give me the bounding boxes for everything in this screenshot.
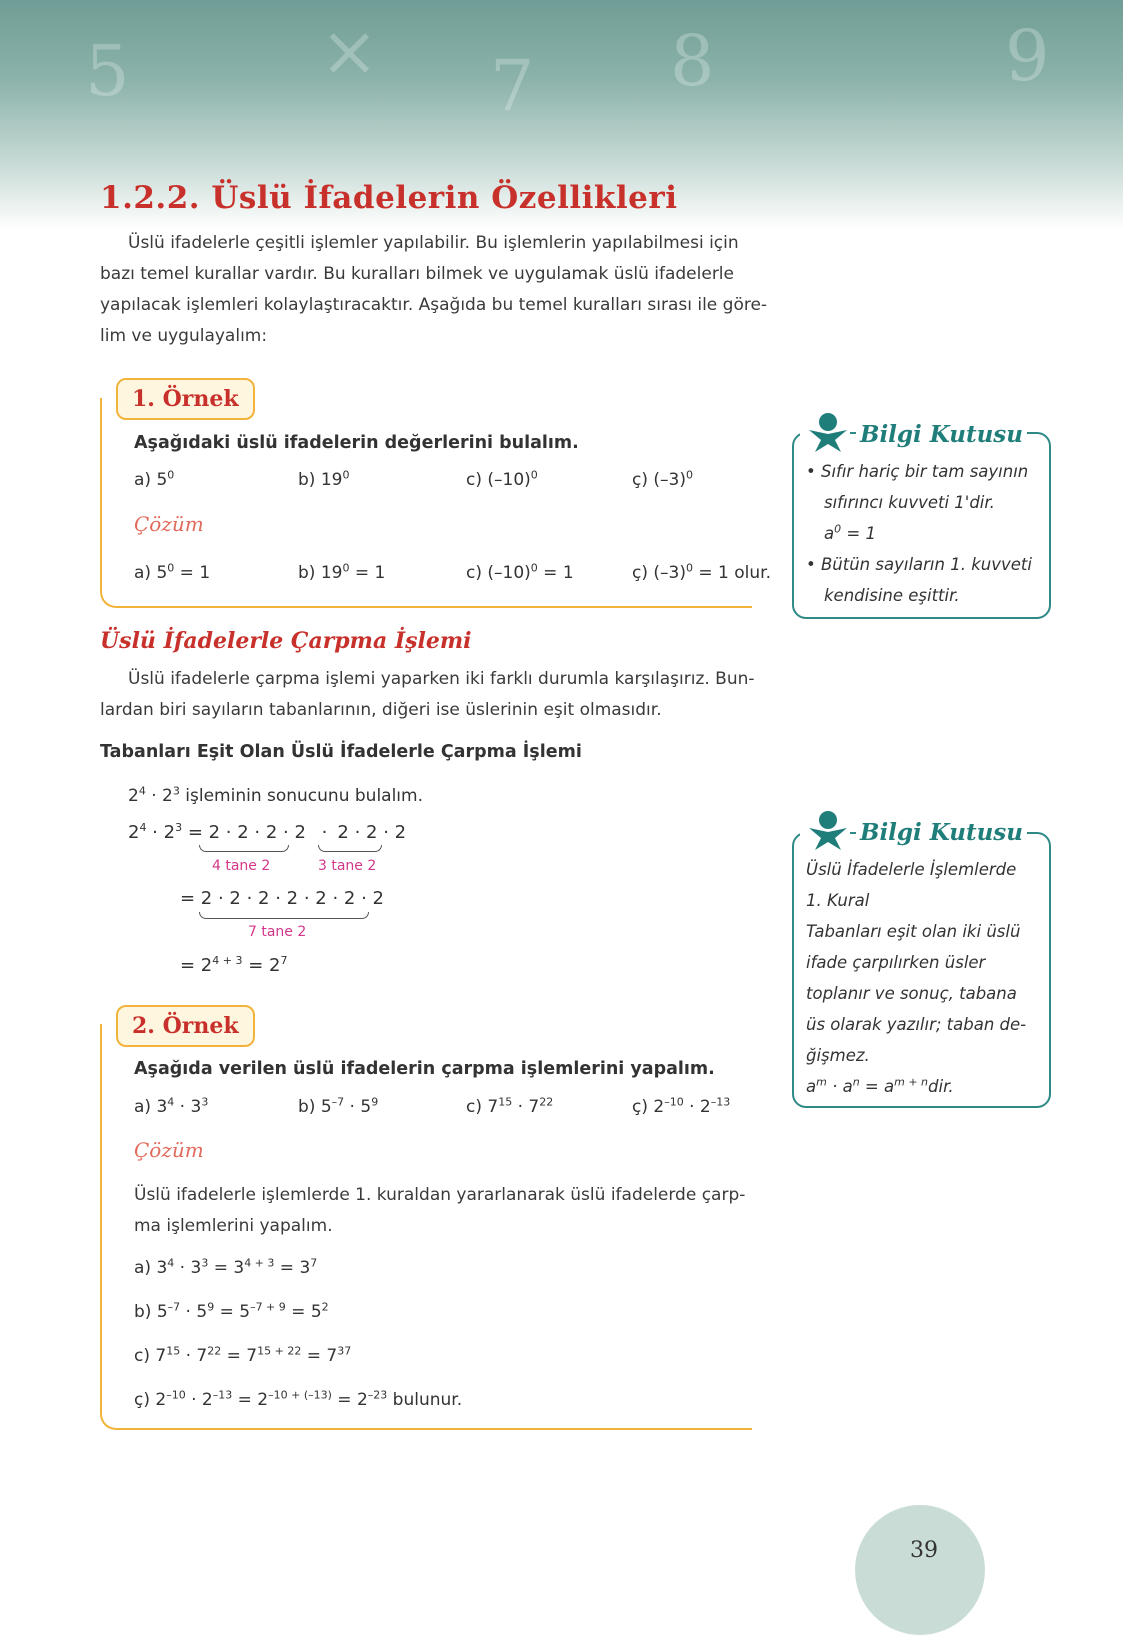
example-1-question: ç) $(-3)^0$ — [632, 468, 693, 490]
info-box-2-title: Bilgi Kutusu — [856, 819, 1027, 846]
page-title: 1.2.2. Üslü İfadelerin Özellikleri — [100, 180, 678, 216]
mascot-icon — [805, 410, 851, 454]
page-number: 39 — [910, 1538, 938, 1563]
example-1-cozum: Çözüm — [134, 512, 204, 536]
example-2-cozum: Çözüm — [134, 1138, 204, 1162]
info-box-1-title: Bilgi Kutusu — [856, 421, 1027, 448]
chalk-digit: 9 — [1005, 15, 1050, 97]
underbrace — [199, 845, 289, 852]
example-2-solution: ç) $2^{-10} \cdot 2^{-13} = 2^{-10 + (-13)} = 2^{-23}$ bulunur. — [134, 1388, 463, 1410]
example-2-prompt: Aşağıda verilen üslü ifadelerin çarpma işlemlerini yapalım. — [134, 1059, 715, 1079]
page-number-badge — [855, 1505, 985, 1635]
example-2-question: ç) $2^{-10} \cdot 2^{-13}$ — [632, 1095, 731, 1117]
example-2-explanation: Üslü ifadelerle işlemlerde 1. kuraldan yararlanarak üslü ifadelerde çarp- ma işlemlerini yapalım. — [134, 1185, 746, 1236]
underbrace — [199, 912, 369, 919]
example-1-question: c) $(-10)^0$ — [466, 468, 538, 490]
example-1-prompt: Aşağıdaki üslü ifadelerin değerlerini bulalım. — [134, 433, 579, 453]
section-heading: Üslü İfadelerle Çarpma İşlemi — [100, 628, 472, 654]
chalk-digit: 8 — [670, 20, 715, 102]
example-2-solution: b) $5^{-7} \cdot 5^9 = 5^{-7 + 9} = 5^2$ — [134, 1300, 329, 1322]
brace-label: 7 tane 2 — [248, 924, 307, 940]
chalk-digit: 7 — [490, 45, 535, 127]
example-1-question: b) $19^0$ — [298, 468, 350, 490]
brace-label: 4 tane 2 — [212, 858, 271, 874]
expansion-line-1: $2^4 \cdot 2^3 = 2 \cdot 2 \cdot 2 \cdot 2 \cdot 2 \cdot 2 \cdot 2$ — [128, 821, 407, 843]
example-2-question: c) $7^{15} \cdot 7^{22}$ — [466, 1095, 554, 1117]
example-1-answer: c) $(-10)^0 = 1$ — [466, 561, 574, 583]
underbrace — [318, 845, 382, 852]
chalk-digit: 5 — [85, 30, 130, 112]
expansion-line-3: = $2^{4 + 3} = 2^7$ — [180, 954, 288, 976]
mascot-icon — [805, 808, 851, 852]
intro-paragraph: Üslü ifadelerle çeşitli işlemler yapılabilir. Bu işlemlerin yapılabilmesi için bazı temel kurallar vardır. Bu kuralları bilmek ve uygulamak üslü ifadelerle yapılacak işlemleri kolaylaştıracaktır. Aşağıda bu temel kuralları sırası ile göre- lim ve uygulayalım: — [100, 233, 768, 346]
example-2-solution: c) $7^{15} \cdot 7^{22} = 7^{15 + 22} = 7^{37}$ — [134, 1344, 352, 1366]
example-2-solution: a) $3^4 \cdot 3^3 = 3^{4 + 3} = 3^7$ — [134, 1256, 318, 1278]
example-1-answer: a) $5^0 = 1$ — [134, 561, 211, 583]
chalk-digit: × — [320, 10, 379, 92]
brace-label: 3 tane 2 — [318, 858, 377, 874]
example-2-label: 2. Örnek — [116, 1005, 255, 1047]
example-2-question: b) $5^{-7} \cdot 5^9$ — [298, 1095, 379, 1117]
task-line: $2^4 \cdot 2^3$ işleminin sonucunu bulalım. — [128, 784, 423, 806]
expansion-line-2: = 2 · 2 · 2 · 2 · 2 · 2 · 2 — [180, 888, 384, 909]
section-paragraph: Üslü ifadelerle çarpma işlemi yaparken iki farklı durumla karşılaşırız. Bun- lardan biri sayıların tabanlarının, diğeri ise üslerinin eşit olmasıdır. — [100, 669, 755, 720]
info-box-2-text: Üslü İfadelerle İşlemlerde 1. Kural Tabanları eşit olan iki üslü ifade çarpılırken üsler toplanır ve sonuç, tabana üs olarak yazılır; taban de- ğişmez. $a^m \cdot a^n = a^{m + n}dir$. — [806, 860, 1027, 1096]
example-1-label: 1. Örnek — [116, 378, 255, 420]
example-1-question: a) $5^0$ — [134, 468, 175, 490]
example-2-question: a) $3^4 \cdot 3^3$ — [134, 1095, 209, 1117]
section-subheading: Tabanları Eşit Olan Üslü İfadelerle Çarpma İşlemi — [100, 742, 582, 762]
example-1-answer: ç) $(-3)^0 = 1$ olur. — [632, 561, 771, 583]
info-box-1-text: • Sıfır hariç bir tam sayının sıfırıncı kuvveti 1'dir. $a^0 = 1$ • Bütün sayıların 1. kuvveti kendisine eşittir. — [806, 462, 1032, 605]
example-1-answer: b) $19^0 = 1$ — [298, 561, 386, 583]
